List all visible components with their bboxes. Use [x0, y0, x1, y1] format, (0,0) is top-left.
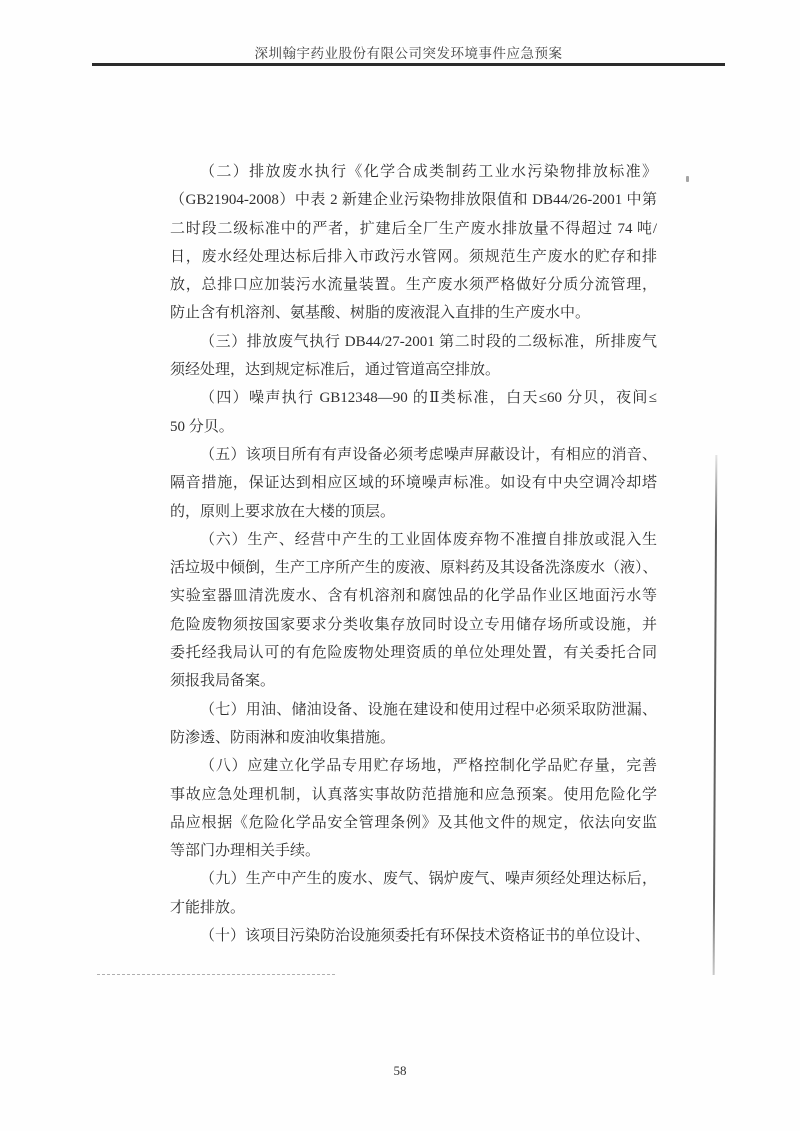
text-line: （五）该项目所有有声设备必须考虑噪声屏蔽设计，有相应的消音、: [200, 446, 657, 463]
header-rule: [92, 63, 725, 66]
text-line: 防止含有机溶剂、氨基酸、树脂的废液混入直排的生产废水中。: [170, 305, 591, 322]
text-line: 事故应急处理机制，认真落实事故防范措施和应急预案。使用危险化学: [170, 786, 657, 803]
text-line: 放，总排口应加装污水流量装置。生产废水须严格做好分质分流管理，: [170, 277, 657, 294]
text-line: 50 分贝。: [170, 418, 234, 435]
text-line: 才能排放。: [170, 899, 246, 916]
text-line: 危险废物须按国家要求分类收集存放同时设立专用储存场所或设施，并: [170, 616, 657, 633]
header-title: 深圳翰宇药业股份有限公司突发环境事件应急预案: [254, 46, 563, 61]
page-number: 58: [393, 1063, 407, 1078]
text-line: （六）生产、经营中产生的工业固体废弃物不准擅自排放或混入生: [200, 531, 657, 548]
text-line: 二时段二级标准中的严者，扩建后全厂生产废水排放量不得超过 74 吨/: [170, 220, 657, 237]
text-line: 委托经我局认可的有危险废物处理资质的单位处理处置，有关委托合同: [170, 645, 657, 662]
text-line: （四）噪声执行 GB12348—90 的Ⅱ类标准，白天≤60 分贝，夜间≤: [200, 390, 657, 407]
text-line: （GB21904-2008）中表 2 新建企业污染物排放限值和 DB44/26-2001 中第: [170, 192, 657, 209]
text-line: 须经处理，达到规定标准后，通过管道高空排放。: [170, 362, 501, 379]
scan-artifact-dashed-line: [97, 974, 335, 975]
text-line: 等部门办理相关手续。: [170, 843, 321, 860]
text-line: （二）排放废水执行《化学合成类制药工业水污染物排放标准》: [200, 164, 657, 180]
text-line: 的，原则上要求放在大楼的顶层。: [170, 503, 396, 520]
text-line: （七）用油、储油设备、设施在建设和使用过程中必须采取防泄漏、: [200, 701, 657, 718]
text-line: 须报我局备案。: [170, 673, 276, 690]
text-line: （八）应建立化学品专用贮存场地，严格控制化学品贮存量，完善: [200, 758, 657, 775]
text-line: （十）该项目污染防治设施须委托有环保技术资格证书的单位设计、: [200, 928, 651, 945]
text-line: 日，废水经处理达标后排入市政污水管网。须规范生产废水的贮存和排: [170, 248, 657, 265]
document-body: [170, 158, 657, 950]
text-line: （三）排放废气执行 DB44/27-2001 第二时段的二级标准，所排废气: [200, 333, 657, 350]
text-line: 防渗透、防雨淋和废油收集措施。: [170, 729, 396, 746]
scan-artifact-speck: [686, 176, 689, 182]
text-line: 实验室器皿清洗废水、含有机溶剂和腐蚀品的化学品作业区地面污水等: [170, 588, 657, 605]
text-line: 活垃圾中倾倒，生产工序所产生的废液、原料药及其设备洗涤废水（液）、: [170, 560, 658, 577]
text-line: 品应根据《危险化学品安全管理条例》及其他文件的规定，依法向安监: [170, 814, 657, 831]
text-line: （九）生产中产生的废水、废气、锅炉废气、噪声须经处理达标后，: [200, 871, 657, 888]
text-line: 隔音措施，保证达到相应区域的环境噪声标准。如设有中央空调冷却塔: [170, 475, 657, 492]
scan-artifact-vertical-line: [713, 455, 717, 975]
